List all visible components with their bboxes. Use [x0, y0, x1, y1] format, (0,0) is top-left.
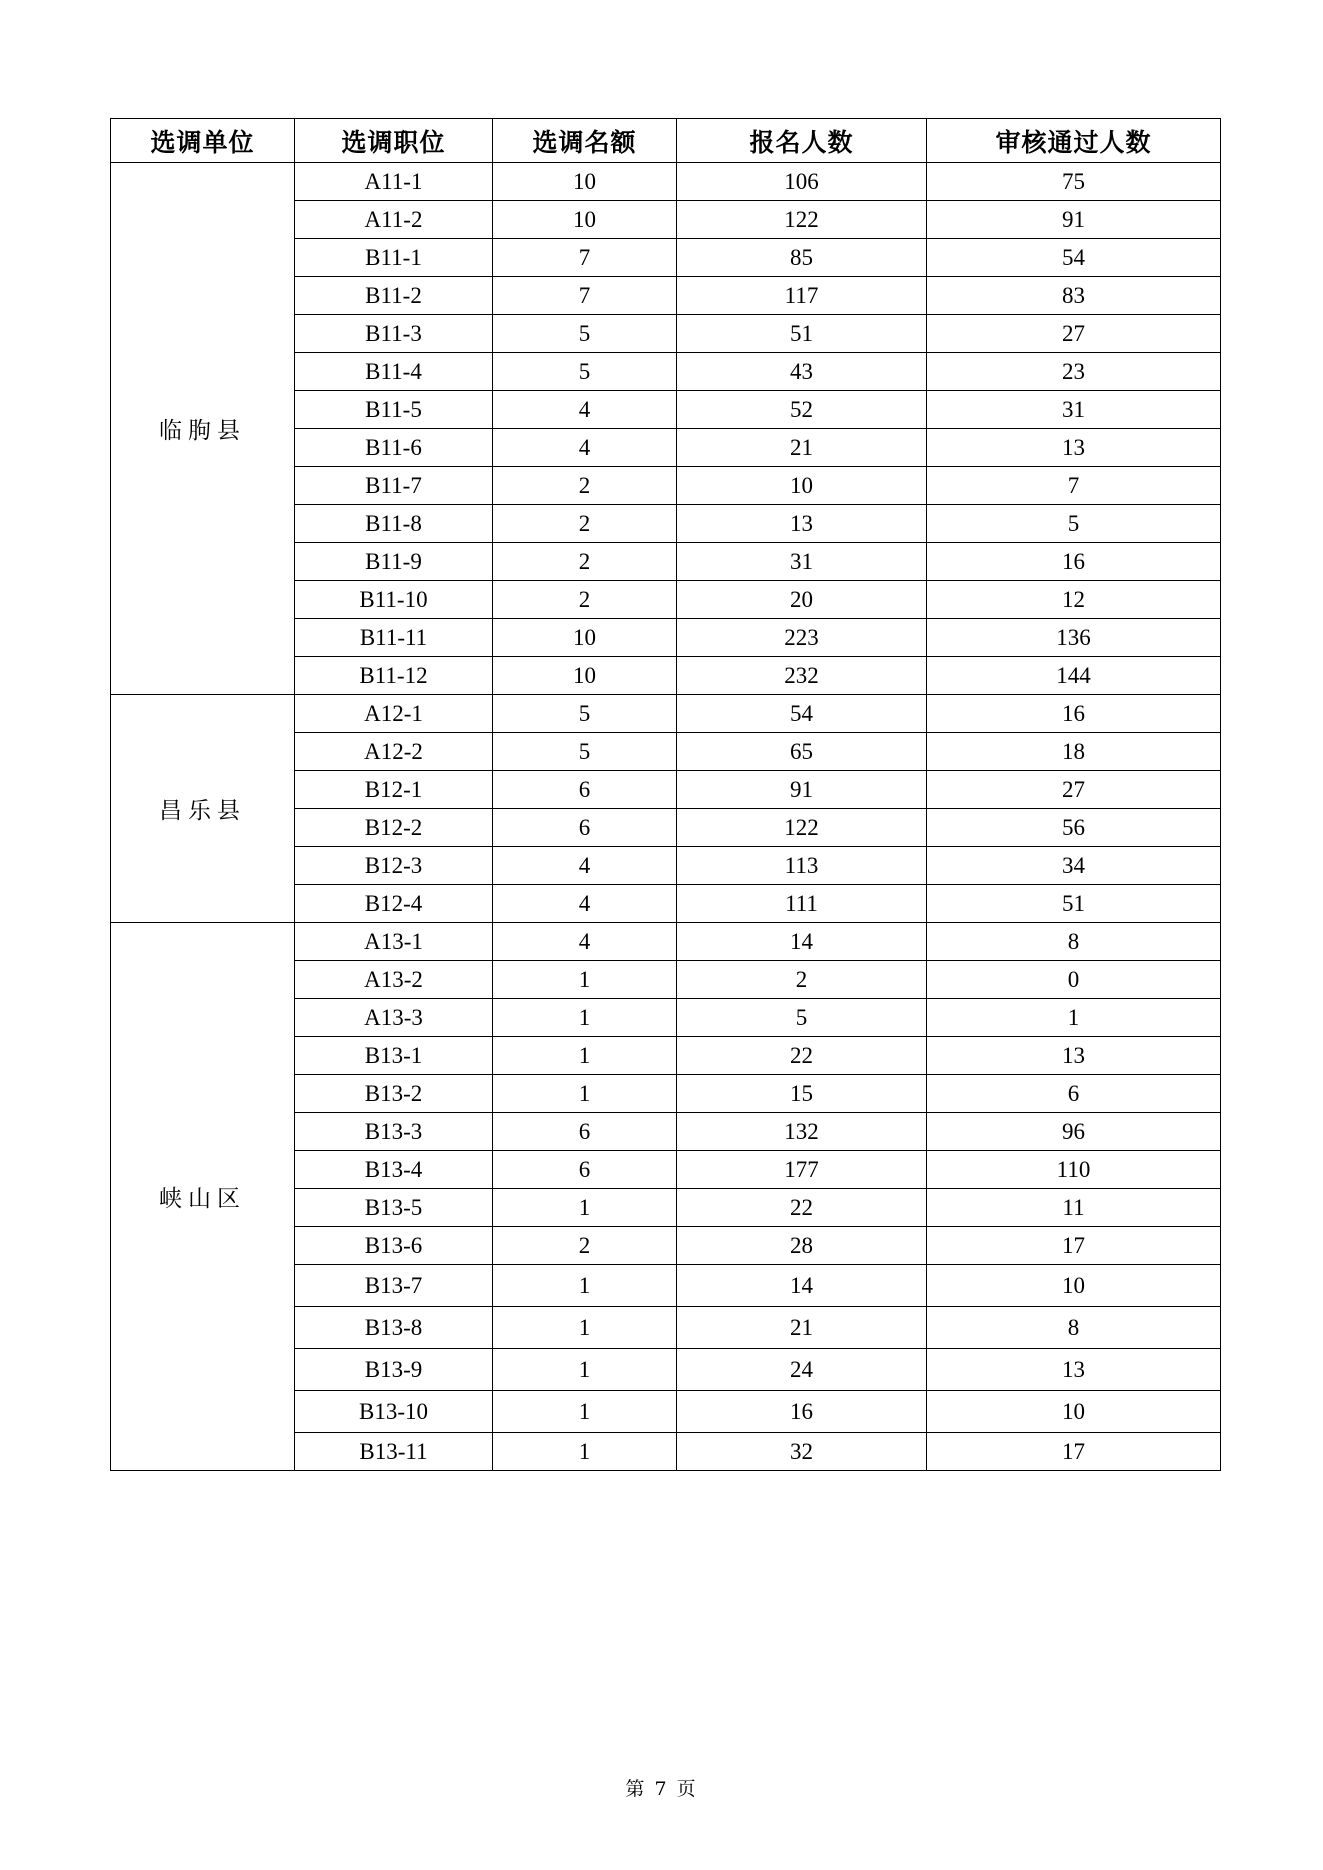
approved-cell: 144 — [927, 657, 1221, 695]
applicants-cell: 13 — [677, 505, 927, 543]
position-cell: B11-3 — [295, 315, 493, 353]
quota-cell: 2 — [493, 505, 677, 543]
approved-cell: 8 — [927, 923, 1221, 961]
quota-cell: 7 — [493, 239, 677, 277]
position-cell: A12-2 — [295, 733, 493, 771]
position-cell: B13-10 — [295, 1391, 493, 1433]
approved-cell: 6 — [927, 1075, 1221, 1113]
approved-cell: 16 — [927, 695, 1221, 733]
position-cell: B12-2 — [295, 809, 493, 847]
quota-cell: 1 — [493, 961, 677, 999]
header-position: 选调职位 — [295, 119, 493, 163]
approved-cell: 54 — [927, 239, 1221, 277]
position-cell: B13-7 — [295, 1265, 493, 1307]
quota-cell: 10 — [493, 201, 677, 239]
approved-cell: 136 — [927, 619, 1221, 657]
position-cell: B13-4 — [295, 1151, 493, 1189]
position-cell: B13-9 — [295, 1349, 493, 1391]
approved-cell: 16 — [927, 543, 1221, 581]
position-cell: B12-3 — [295, 847, 493, 885]
applicants-cell: 52 — [677, 391, 927, 429]
quota-cell: 1 — [493, 999, 677, 1037]
table-row — [111, 923, 1221, 961]
approved-cell: 27 — [927, 315, 1221, 353]
approved-cell: 34 — [927, 847, 1221, 885]
position-cell: B13-8 — [295, 1307, 493, 1349]
position-cell: B11-1 — [295, 239, 493, 277]
approved-cell: 91 — [927, 201, 1221, 239]
approved-cell: 31 — [927, 391, 1221, 429]
applicants-cell: 32 — [677, 1433, 927, 1471]
applicants-cell: 85 — [677, 239, 927, 277]
quota-cell: 5 — [493, 733, 677, 771]
header-unit: 选调单位 — [111, 119, 295, 163]
applicants-cell: 5 — [677, 999, 927, 1037]
position-cell: A13-2 — [295, 961, 493, 999]
position-cell: B13-11 — [295, 1433, 493, 1471]
quota-cell: 2 — [493, 581, 677, 619]
position-cell: B12-1 — [295, 771, 493, 809]
approved-cell: 13 — [927, 1349, 1221, 1391]
quota-cell: 4 — [493, 391, 677, 429]
applicants-cell: 43 — [677, 353, 927, 391]
quota-cell: 10 — [493, 163, 677, 201]
quota-cell: 7 — [493, 277, 677, 315]
quota-cell: 1 — [493, 1189, 677, 1227]
quota-cell: 1 — [493, 1391, 677, 1433]
applicants-cell: 91 — [677, 771, 927, 809]
header-row — [111, 119, 1221, 163]
approved-cell: 8 — [927, 1307, 1221, 1349]
applicants-cell: 113 — [677, 847, 927, 885]
quota-cell: 5 — [493, 315, 677, 353]
applicants-cell: 31 — [677, 543, 927, 581]
quota-cell: 1 — [493, 1265, 677, 1307]
approved-cell: 51 — [927, 885, 1221, 923]
applicants-cell: 24 — [677, 1349, 927, 1391]
unit-cell: 临朐县 — [111, 163, 295, 695]
quota-cell: 5 — [493, 695, 677, 733]
quota-cell: 2 — [493, 467, 677, 505]
quota-cell: 4 — [493, 885, 677, 923]
header-quota: 选调名额 — [493, 119, 677, 163]
applicants-cell: 21 — [677, 1307, 927, 1349]
unit-cell: 昌乐县 — [111, 695, 295, 923]
applicants-cell: 22 — [677, 1189, 927, 1227]
approved-cell: 110 — [927, 1151, 1221, 1189]
position-cell: B11-2 — [295, 277, 493, 315]
position-cell: A13-3 — [295, 999, 493, 1037]
approved-cell: 56 — [927, 809, 1221, 847]
position-cell: B13-2 — [295, 1075, 493, 1113]
applicants-cell: 2 — [677, 961, 927, 999]
applicants-cell: 28 — [677, 1227, 927, 1265]
quota-cell: 2 — [493, 543, 677, 581]
approved-cell: 83 — [927, 277, 1221, 315]
table-row — [111, 695, 1221, 733]
approved-cell: 13 — [927, 1037, 1221, 1075]
quota-cell: 4 — [493, 429, 677, 467]
quota-cell: 10 — [493, 657, 677, 695]
position-cell: B11-5 — [295, 391, 493, 429]
position-cell: B11-7 — [295, 467, 493, 505]
quota-cell: 1 — [493, 1349, 677, 1391]
position-cell: B11-8 — [295, 505, 493, 543]
quota-cell: 6 — [493, 809, 677, 847]
approved-cell: 17 — [927, 1227, 1221, 1265]
applicants-cell: 232 — [677, 657, 927, 695]
quota-cell: 6 — [493, 1151, 677, 1189]
position-cell: B13-5 — [295, 1189, 493, 1227]
applicants-cell: 21 — [677, 429, 927, 467]
approved-cell: 1 — [927, 999, 1221, 1037]
quota-cell: 6 — [493, 1113, 677, 1151]
approved-cell: 11 — [927, 1189, 1221, 1227]
position-cell: B13-3 — [295, 1113, 493, 1151]
applicants-cell: 106 — [677, 163, 927, 201]
applicants-cell: 111 — [677, 885, 927, 923]
quota-cell: 1 — [493, 1075, 677, 1113]
quota-cell: 1 — [493, 1433, 677, 1471]
quota-cell: 4 — [493, 847, 677, 885]
position-cell: B11-9 — [295, 543, 493, 581]
approved-cell: 7 — [927, 467, 1221, 505]
position-cell: B13-6 — [295, 1227, 493, 1265]
position-cell: B11-12 — [295, 657, 493, 695]
quota-cell: 1 — [493, 1037, 677, 1075]
applicants-cell: 20 — [677, 581, 927, 619]
table-body — [111, 163, 1221, 1471]
position-cell: B11-4 — [295, 353, 493, 391]
approved-cell: 17 — [927, 1433, 1221, 1471]
recruitment-table — [110, 118, 1221, 1471]
quota-cell: 4 — [493, 923, 677, 961]
approved-cell: 96 — [927, 1113, 1221, 1151]
position-cell: B12-4 — [295, 885, 493, 923]
applicants-cell: 51 — [677, 315, 927, 353]
position-cell: A11-1 — [295, 163, 493, 201]
applicants-cell: 16 — [677, 1391, 927, 1433]
position-cell: B11-6 — [295, 429, 493, 467]
applicants-cell: 22 — [677, 1037, 927, 1075]
quota-cell: 6 — [493, 771, 677, 809]
applicants-cell: 122 — [677, 809, 927, 847]
approved-cell: 12 — [927, 581, 1221, 619]
quota-cell: 10 — [493, 619, 677, 657]
position-cell: A13-1 — [295, 923, 493, 961]
approved-cell: 13 — [927, 429, 1221, 467]
position-cell: B13-1 — [295, 1037, 493, 1075]
unit-cell: 峡山区 — [111, 923, 295, 1471]
quota-cell: 5 — [493, 353, 677, 391]
approved-cell: 18 — [927, 733, 1221, 771]
approved-cell: 75 — [927, 163, 1221, 201]
quota-cell: 1 — [493, 1307, 677, 1349]
position-cell: B11-10 — [295, 581, 493, 619]
applicants-cell: 14 — [677, 923, 927, 961]
applicants-cell: 54 — [677, 695, 927, 733]
applicants-cell: 14 — [677, 1265, 927, 1307]
applicants-cell: 65 — [677, 733, 927, 771]
applicants-cell: 15 — [677, 1075, 927, 1113]
applicants-cell: 223 — [677, 619, 927, 657]
table-row — [111, 163, 1221, 201]
approved-cell: 10 — [927, 1391, 1221, 1433]
quota-cell: 2 — [493, 1227, 677, 1265]
applicants-cell: 117 — [677, 277, 927, 315]
page-number: 第 7 页 — [625, 1778, 698, 1800]
applicants-cell: 177 — [677, 1151, 927, 1189]
position-cell: A12-1 — [295, 695, 493, 733]
applicants-cell: 132 — [677, 1113, 927, 1151]
approved-cell: 10 — [927, 1265, 1221, 1307]
applicants-cell: 122 — [677, 201, 927, 239]
table-header — [111, 119, 1221, 163]
approved-cell: 27 — [927, 771, 1221, 809]
approved-cell: 5 — [927, 505, 1221, 543]
position-cell: A11-2 — [295, 201, 493, 239]
header-applicants: 报名人数 — [677, 119, 927, 163]
approved-cell: 0 — [927, 961, 1221, 999]
position-cell: B11-11 — [295, 619, 493, 657]
header-approved: 审核通过人数 — [927, 119, 1221, 163]
approved-cell: 23 — [927, 353, 1221, 391]
applicants-cell: 10 — [677, 467, 927, 505]
